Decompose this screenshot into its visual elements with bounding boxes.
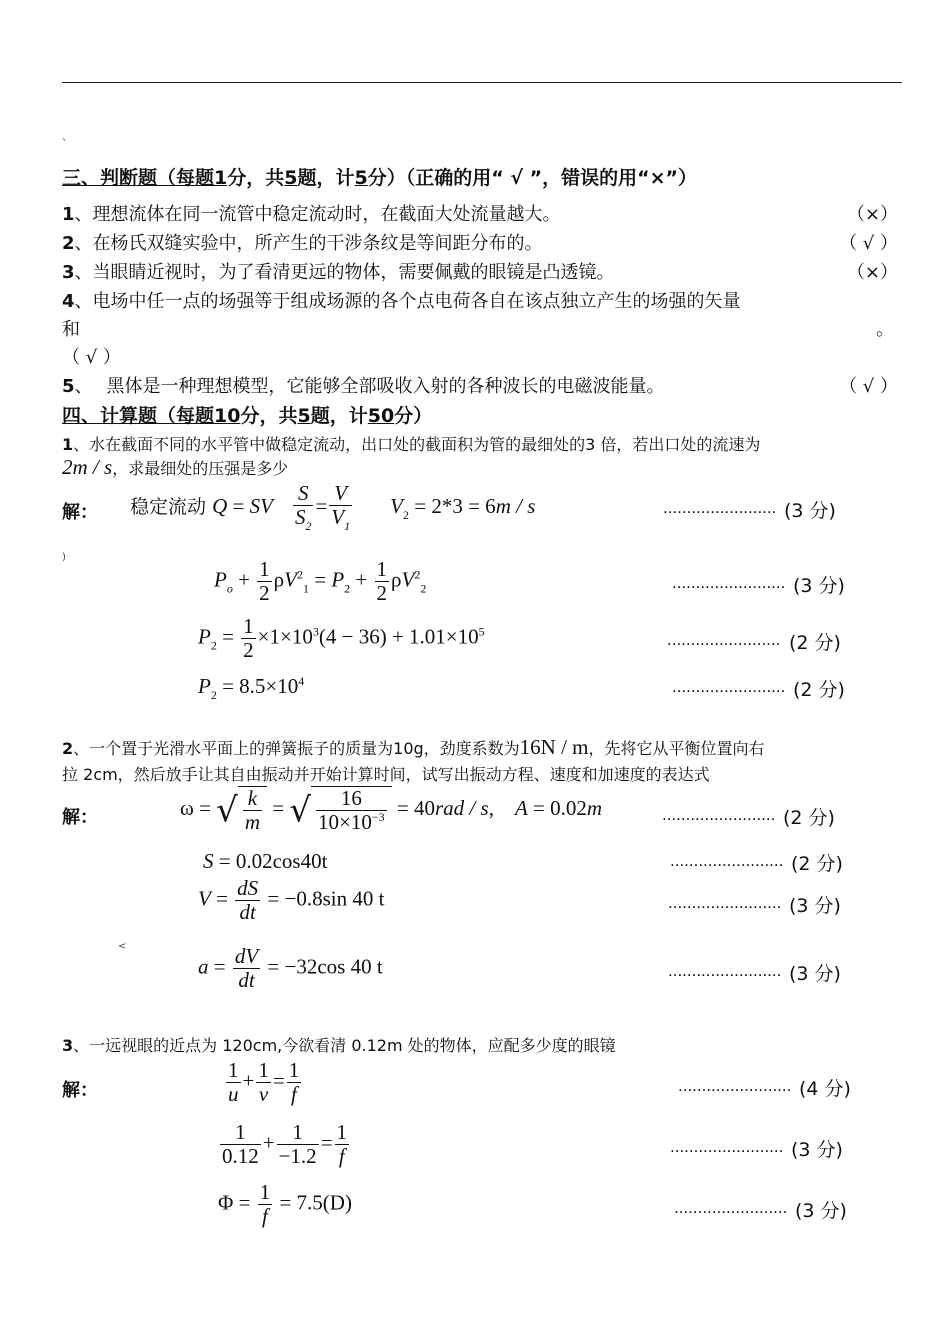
p1-step3-formula: $P_2$ = $\frac{1}{2}$ $\times 1\times 10^3(4 - 36) + 1.01\times 10^5$ (198, 614, 485, 663)
judge-answer-1: （×） (846, 204, 898, 225)
p1-step4-formula: $P_2 = 8.5\times 10^4$ (198, 674, 305, 702)
p1-step4-score: (2 分) (793, 679, 845, 701)
p2-step2-dots: ........................ (670, 851, 784, 870)
judge-item-4: 4、电场中任一点的场强等于组成场源的各个点电荷各自在该点独立产生的场强的矢量 (62, 291, 741, 312)
problem-3-question: 3、一远视眼的近点为 120cm,今欲看清 0.12m 处的物体，应配多少度的眼镜 (62, 1036, 616, 1055)
p1-step3-score: (2 分) (789, 632, 841, 654)
p3-step3-dots: ........................ (674, 1198, 788, 1217)
judge-item-4-cont: 和 (62, 319, 80, 340)
stray-mark-3: < (118, 941, 127, 952)
p3-step1-dots: ........................ (678, 1076, 792, 1095)
p3-step2-formula: $\frac{1}{0.12}$ + $\frac{1}{-1.2}$ = $\frac{1}{f}$ (222, 1120, 348, 1169)
p2-step1-score: (2 分) (783, 807, 835, 829)
judge-item-1: 1、理想流体在同一流管中稳定流动时，在截面大处流量越大。 (62, 204, 561, 225)
judge-answer-2: （ √ ） (839, 233, 898, 254)
p2-step3-dots: ........................ (668, 893, 782, 912)
p3-step3-score: (3 分) (795, 1200, 847, 1222)
judge-answer-5: （ √ ） (839, 376, 898, 397)
judge-item-4-dot: 。 (876, 319, 894, 340)
section4-heading: 四、计算题（每题10分，共5题，计50分） (62, 405, 433, 427)
section3-heading: 三、判断题（每题1分，共5题，计5分）（正确的用“ √ ”，错误的用“×”） (62, 167, 698, 189)
judge-item-5: 5、 黑体是一种理想模型，它能够全部吸收入射的各种波长的电磁波能量。 (62, 376, 665, 397)
p2-step2-formula: S = 0.02cos40t (203, 849, 328, 873)
p2-step3-score: (3 分) (789, 895, 841, 917)
header-rule (62, 82, 902, 83)
p3-step1-formula: $\frac{1}{u}$ + $\frac{1}{v}$ = $\frac{1}{f}$ (228, 1058, 300, 1107)
judge-answer-4: （ √ ） (62, 347, 121, 368)
problem-2-question: 2、一个置于光滑水平面上的弹簧振子的质量为10g，劲度系数为16N / m，先将它从平衡位置向右 (62, 735, 765, 759)
p1-step2-score: (3 分) (793, 575, 845, 597)
p1-step3-dots: ........................ (667, 630, 781, 649)
solve-label-1: 解： (62, 502, 98, 523)
p1-step1-score: (3 分) (784, 500, 836, 522)
solve-label-3: 解： (62, 1080, 98, 1101)
p3-step3-formula: Φ = $\frac{1}{f}$ = 7.5(D) (218, 1180, 352, 1229)
judge-item-2: 2、在杨氏双缝实验中，所产生的干涉条纹是等间距分布的。 (62, 233, 543, 254)
p2-step1-formula: ω = √ $\frac{k}{m}$ = √ $\frac{16}{10\times 10^{-3}}$ = 40rad / s, A = 0.02m (180, 786, 603, 835)
problem-1-question-line2: 2m / s，求最细处的压强是多少 (62, 455, 289, 479)
p3-step2-dots: ........................ (670, 1137, 784, 1156)
p1-step4-dots: ........................ (672, 677, 786, 696)
p1-step1-dots: ........................ (663, 498, 777, 517)
stray-mark: 、 (62, 132, 72, 143)
p1-step2-formula: $P_o$ + $\frac{1}{2}$ $\rho V^2_1 = P_2$ + $\frac{1}{2}$ $\rho V^2_2$ (214, 557, 427, 606)
judge-item-3: 3、当眼睛近视时，为了看清更远的物体，需要佩戴的眼镜是凸透镜。 (62, 262, 615, 283)
p1-step1-formula: 稳定流动 Q = SV $\frac{S}{S_2}$ = $\frac{V}{V_1}$ $V_2 = 2*3 = 6m / s$ (130, 481, 536, 534)
p2-step4-dots: ........................ (668, 961, 782, 980)
p1-step2-dots: ........................ (672, 573, 786, 592)
judge-answer-3: （×） (846, 262, 898, 283)
p3-step2-score: (3 分) (791, 1139, 843, 1161)
p2-step2-score: (2 分) (791, 853, 843, 875)
solve-label-2: 解： (62, 807, 98, 828)
p2-step3-formula: V = $\frac{dS}{dt}$ = −0.8sin 40 t (198, 876, 385, 925)
problem-1-question: 1、水在截面不同的水平管中做稳定流动，出口处的截面积为管的最细处的3 倍，若出口处的流速为 (62, 435, 761, 454)
p3-step1-score: (4 分) (799, 1078, 851, 1100)
p2-step4-score: (3 分) (789, 963, 841, 985)
p2-step4-formula: a = $\frac{dV}{dt}$ = −32cos 40 t (198, 944, 383, 993)
problem-2-question-line2: 拉 2cm，然后放手让其自由振动并开始计算时间，试写出振动方程、速度和加速度的表达式 (62, 765, 710, 784)
stray-mark-2: ) (62, 552, 66, 563)
p2-step1-dots: ........................ (662, 805, 776, 824)
